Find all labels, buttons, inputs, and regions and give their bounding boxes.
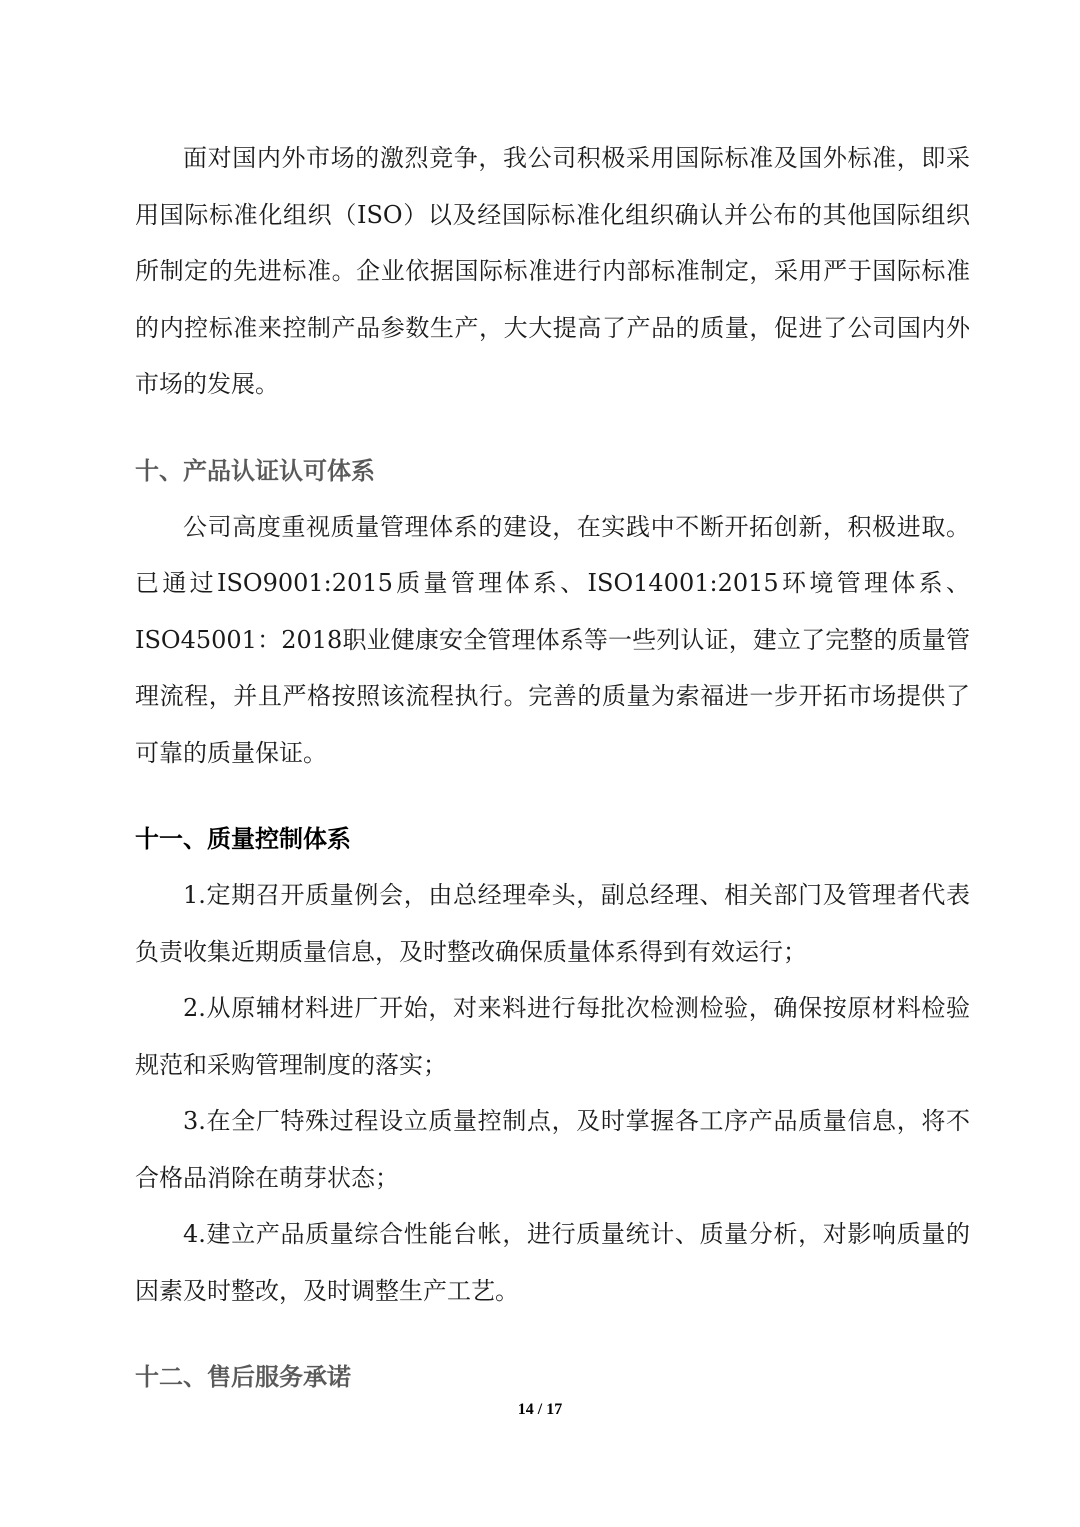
section-11-heading: 十一、质量控制体系 xyxy=(135,825,351,853)
section-12-heading: 十二、售后服务承诺 xyxy=(135,1362,351,1391)
section-11-item-1: 1.定期召开质量例会，由总经理牵头，副总经理、相关部门及管理者代表负责收集近期质量信息，及时整改确保质量体系得到有效运行； xyxy=(135,881,970,966)
section-10-paragraph: 公司高度重视质量管理体系的建设，在实践中不断开拓创新，积极进取。已通过ISO9001:2015质量管理体系、ISO14001:2015环境管理体系、ISO45001：2018职业健康安全管理体系等一些列认证，建立了完整的质量管理流程，并且严格按照该流程执行。完善的质量为索福进一步开拓市场提供了可靠的质量保证。 xyxy=(135,512,970,767)
section-11-item-3: 3.在全厂特殊过程设立质量控制点，及时掌握各工序产品质量信息，将不合格品消除在萌芽状态； xyxy=(135,1107,970,1192)
page-number: 14 / 17 xyxy=(517,1401,563,1418)
section-11-item-2: 2.从原辅材料进厂开始，对来料进行每批次检测检验，确保按原材料检验规范和采购管理制度的落实； xyxy=(135,994,970,1079)
intro-paragraph: 面对国内外市场的激烈竞争，我公司积极采用国际标准及国外标准，即采用国际标准化组织（ISO）以及经国际标准化组织确认并公布的其他国际组织所制定的先进标准。企业依据国际标准进行内部标准制定，采用严于国际标准的内控标准来控制产品参数生产，大大提高了产品的质量，促进了公司国内外市场的发展。 xyxy=(135,144,970,398)
section-10-heading: 十、产品认证认可体系 xyxy=(135,455,375,485)
section-11-item-4: 4.建立产品质量综合性能台帐，进行质量统计、质量分析，对影响质量的因素及时整改，及时调整生产工艺。 xyxy=(135,1220,970,1305)
document-page xyxy=(135,130,970,1405)
